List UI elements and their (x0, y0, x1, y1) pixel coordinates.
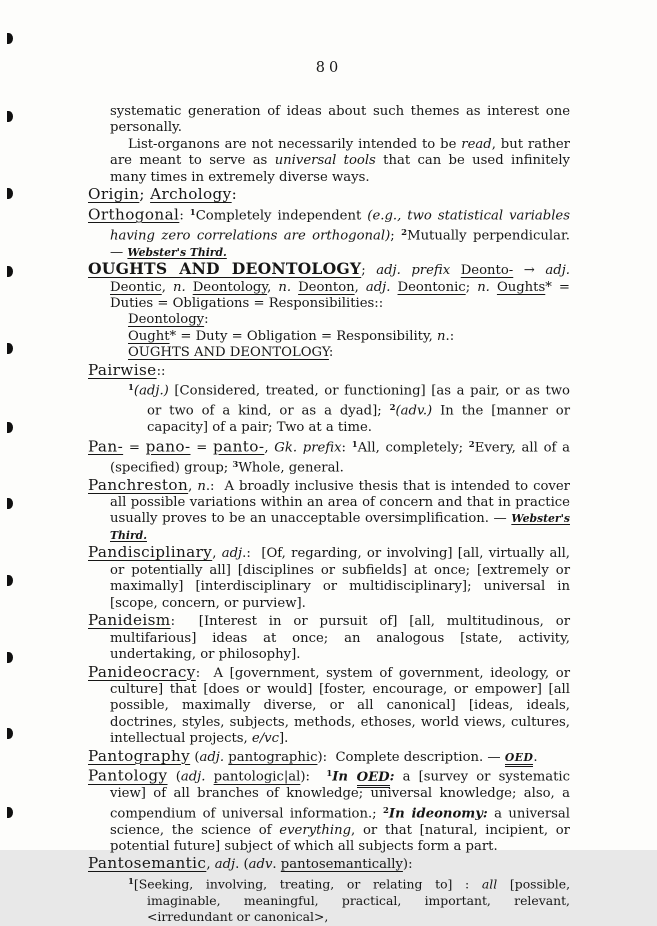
binding-mark (7, 111, 13, 122)
text-run: , (161, 279, 173, 295)
headword: Pairwise (88, 360, 157, 379)
text-run: .: [Of, regarding, or involving] [all, virtually all, or potentially all] [disciplines or subfields] at once; [extremely or maximally] [interdisciplinary or multidisciplinary]; universal in [scope, concern, or purview]. (110, 546, 570, 611)
headword: Pantography (88, 746, 191, 765)
text-run: that can be used infinitely many times in extremely diverse ways. (110, 153, 570, 185)
headword: Origin (88, 185, 140, 204)
text-run: : (328, 345, 334, 361)
text-run (205, 770, 213, 785)
underlined-term: Deonto- (460, 263, 514, 279)
text-run (390, 280, 397, 295)
text-run: * = Duties = Obligations = Responsibilities:: (110, 279, 570, 311)
paragraph (128, 380, 570, 436)
headword: Archology (150, 185, 232, 204)
text-run: (e.g., two statistical variables having zero correlations are orthogonal) (110, 208, 571, 244)
paragraph (88, 185, 570, 204)
headword: : (231, 185, 238, 204)
text-run: , but rather are meant to serve as (110, 136, 570, 169)
text-run: OED (505, 751, 534, 767)
text-run: 1 (189, 207, 196, 218)
text-run: 3 (232, 459, 239, 470)
text-run: : (179, 208, 190, 224)
text-run: 1 (128, 383, 134, 394)
paragraph (88, 662, 570, 748)
headword: Pantology (88, 766, 168, 785)
text-run (490, 280, 497, 295)
paragraph (128, 345, 570, 361)
text-run: = (190, 440, 214, 456)
text-run: adj. prefix (376, 263, 461, 279)
paragraph (88, 475, 570, 545)
paragraph (88, 360, 570, 380)
text-run: all (481, 876, 498, 892)
text-run: , (354, 279, 366, 295)
text-run: , or that [natural, incipient, or potential future] subject of which all subjects form a part. (110, 822, 570, 855)
text-run: :: (156, 363, 166, 379)
binding-mark (7, 266, 13, 277)
text-run: n. (278, 279, 292, 295)
text-run: , (212, 546, 222, 562)
text-run: [Seeking, involving, treating, or relating to] : (133, 876, 482, 892)
text-run: . (533, 749, 538, 765)
text-run: ; (390, 228, 402, 244)
binding-mark (7, 652, 13, 663)
underlined-term: pantosemantically (280, 857, 403, 873)
text-run: Completely independent (195, 208, 368, 224)
text-run: Webster's Third. (127, 245, 227, 259)
text-run: : (389, 769, 395, 785)
text-run: adj. (199, 749, 225, 765)
text-run: In the [manner or capacity] of a pair; Two at a time. (147, 403, 570, 436)
text-run: OED (357, 770, 390, 788)
binding-mark (7, 807, 13, 818)
text-run: adv (248, 857, 273, 873)
underlined-term: Deontonic (397, 279, 466, 295)
paragraph (88, 543, 570, 612)
paragraph (88, 854, 570, 873)
text-run: systematic generation of ideas about such themes as interest one personally. (110, 104, 570, 136)
binding-mark (7, 498, 13, 509)
text-run: [Considered, treated, or functioning] [as a pair, or as two or two of a kind, or as a dyad]; (147, 383, 570, 419)
binding-mark (7, 422, 13, 433)
paragraph (110, 137, 570, 186)
headword: Panideocracy (88, 662, 196, 681)
text-run: . (272, 857, 281, 873)
binding-mark (7, 33, 13, 44)
text-run: = (123, 440, 146, 456)
text-run: n. (477, 279, 490, 295)
text-run: , (264, 440, 275, 456)
headword: Pandisciplinary (88, 543, 213, 562)
paragraph (88, 205, 571, 261)
text-run: * = Duty = Obligation = Responsibility, (169, 328, 438, 344)
text-run: , (267, 279, 279, 295)
headword: ; (139, 185, 151, 204)
binding-mark (7, 343, 13, 354)
text-run: n (437, 328, 446, 344)
text-run: 1 (128, 876, 134, 887)
text-run: Webster's Third. (110, 512, 570, 542)
text-run: Gk. prefix (274, 440, 342, 456)
text-run (186, 280, 193, 295)
text-run: : A [government, system of government, ideology, or culture] that [does or would] [foster, encourage, or empower] [all possible, maximally diverse, or all canonical] [ideas, ideals, doctrines, styles, subjects, methods, ethoses, world views, cultures, intellectual projects, (110, 665, 570, 747)
text-run: adj. (365, 279, 391, 295)
headword: Pan- (88, 437, 124, 456)
headword: Panchreston (88, 475, 189, 494)
text-run: : (204, 312, 209, 328)
underlined-term: pantographic (228, 749, 318, 765)
text-run: adj. (545, 263, 570, 279)
text-run: ( (190, 749, 200, 765)
page-number: 80 (315, 60, 343, 76)
paragraph (88, 611, 570, 663)
text-run: → (513, 263, 546, 279)
underlined-term: Deonton (298, 279, 355, 295)
text-run: (adj.) (133, 383, 169, 399)
underlined-term: Deontology (128, 312, 205, 328)
text-run: adj (221, 546, 243, 562)
headword: panto- (213, 437, 265, 456)
underlined-term: OUGHTS AND DEONTOLOGY (128, 345, 329, 361)
text-run: n (197, 478, 206, 494)
text-run: In (332, 769, 357, 785)
text-run: . ( (235, 857, 249, 873)
underlined-term: Ought (128, 328, 170, 344)
headword: Panideism (88, 611, 171, 630)
paragraph (88, 259, 570, 312)
text-run: 2 (389, 403, 396, 414)
text-run: ; (465, 279, 478, 295)
text-run: ( (167, 769, 181, 785)
text-run: a [survey or systematic view] of all branches of knowledge; universal knowledge; also, a compendium of universal information.; (110, 769, 570, 822)
text-run: universal tools (274, 153, 376, 169)
text-run: adj. (180, 769, 206, 785)
paragraph (128, 312, 570, 328)
underlined-term: Deontic (110, 279, 162, 295)
text-run: e/vc (251, 731, 280, 747)
text-run: Every, all of a (specified) group; (110, 440, 570, 476)
headword: OUGHTS AND DEONTOLOGY (88, 259, 362, 279)
binding-mark (7, 575, 13, 586)
text-run: ): Complete description. — (317, 749, 505, 765)
paragraph (128, 874, 571, 926)
text-run: [possible, imaginable, meaningful, practical, important, relevant, <irredundant or canonical>, (147, 876, 571, 925)
text-run: everything (279, 822, 352, 838)
text-run: ; (361, 263, 377, 279)
text-run: a universal science, the science of (110, 806, 570, 838)
text-run: ): (402, 857, 413, 873)
paragraph (88, 746, 570, 766)
headword: Pantosemantic (88, 854, 207, 873)
text-run: : (341, 440, 352, 456)
underlined-term: Oughts (496, 279, 546, 295)
text-run: All, completely; (357, 440, 469, 456)
text-run: , (188, 478, 198, 494)
text-run: n. (172, 279, 186, 295)
headword: pano- (145, 437, 191, 456)
text-run: In ideonomy: (388, 806, 488, 822)
text-run: 1 (326, 769, 333, 780)
text-run: List-organons are not necessarily intended to be (128, 136, 462, 152)
text-run: 2 (468, 439, 475, 450)
text-run: .: A broadly inclusive thesis that is intended to cover all possible variations within an area of concern and that in practice usually proves to be an unacceptable oversimplification. — (110, 478, 570, 527)
page-text (88, 104, 570, 926)
text-run: (adv.) (395, 403, 433, 419)
paragraph (110, 104, 570, 137)
text-run: : [Interest in or pursuit of] [all, multitudinous, or multifarious] ideas at once; an analogous [state, activity, undertaking, or philosophy]. (110, 614, 570, 663)
binding-mark (7, 728, 13, 739)
text-run: adj (214, 857, 236, 873)
text-run: Mutually perpendicular. — (110, 228, 570, 260)
text-run: Whole, general. (238, 460, 344, 476)
text-run: .: (445, 328, 455, 344)
text-run: ]. (279, 731, 289, 747)
text-run: ): (300, 769, 327, 785)
binding-mark (7, 188, 13, 199)
text-run: 1 (351, 439, 358, 450)
underlined-term: pantologic|al (213, 769, 301, 785)
text-run: , (206, 857, 215, 873)
text-run: 2 (401, 227, 408, 238)
paragraph (128, 329, 570, 345)
text-run: read (461, 136, 492, 152)
headword: Orthogonal (88, 205, 180, 224)
underlined-term: Deontology (192, 279, 268, 295)
paragraph (88, 766, 570, 855)
paragraph (88, 437, 570, 477)
text-run: 2 (383, 805, 389, 816)
